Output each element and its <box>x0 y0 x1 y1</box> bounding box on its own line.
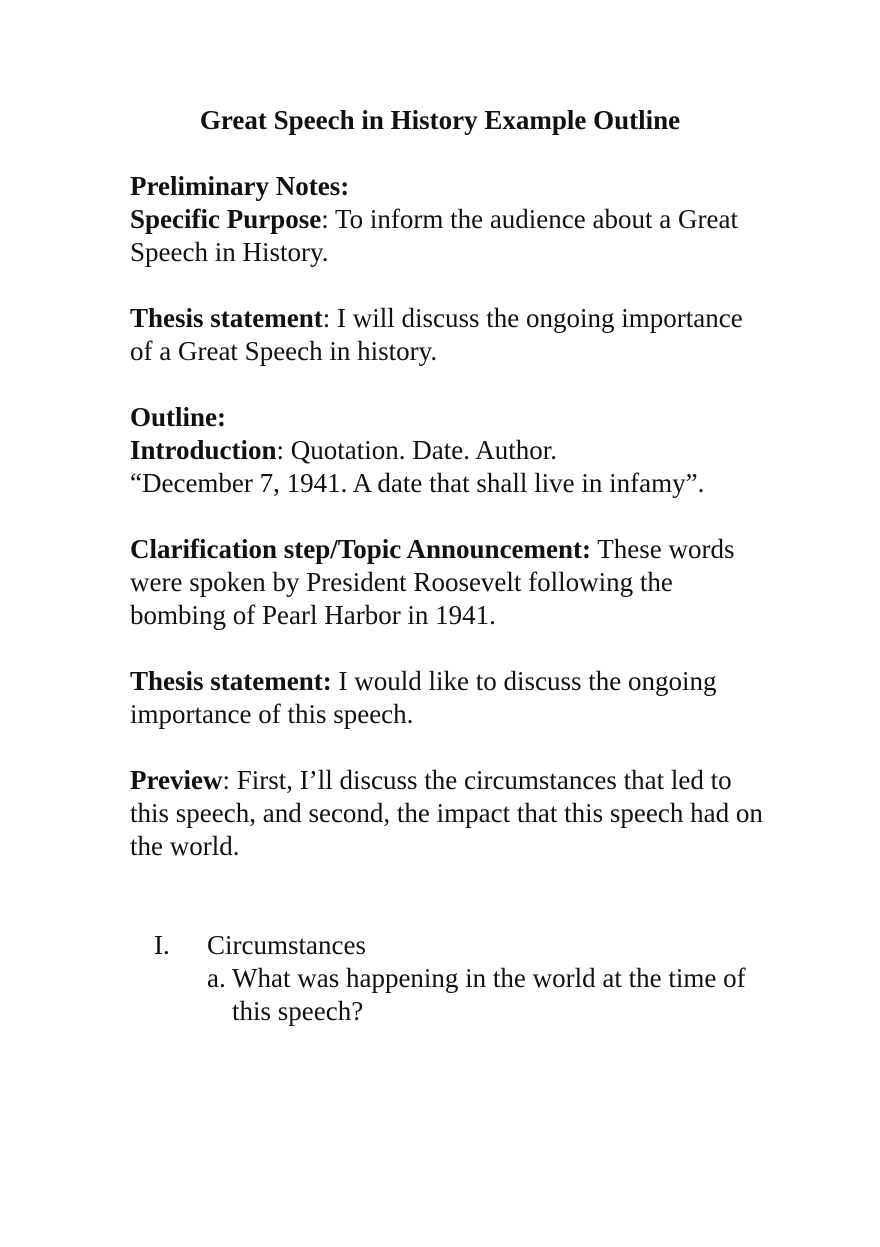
sub-item-letter: a. <box>207 963 226 993</box>
section-numeral: I. <box>154 930 170 960</box>
outline-section <box>130 929 770 962</box>
preview-text: : First, I’ll discuss the circumstances that led to this speech, and second, the impact that this speech had on the world. <box>130 765 763 861</box>
outline-heading: Outline: <box>130 402 227 432</box>
clarification-label: Clarification step/Topic Announcement: <box>130 534 592 564</box>
clarification-paragraph <box>130 533 770 632</box>
section-title: Circumstances <box>207 930 366 960</box>
document-title: Great Speech in History Example Outline <box>199 105 681 135</box>
specific-purpose-label: Specific Purpose <box>130 204 322 234</box>
clarification-text: These words were spoken by President Roosevelt following the bombing of Pearl Harbor in 1941. <box>130 534 735 630</box>
outline-thesis-text: I would like to discuss the ongoing importance of this speech. <box>130 666 717 729</box>
quotation-line: “December 7, 1941. A date that shall live in infamy”. <box>130 468 705 498</box>
preliminary-thesis-label: Thesis statement <box>130 303 323 333</box>
preliminary-thesis-text: : I will discuss the ongoing importance of a Great Speech in history. <box>130 303 743 366</box>
outline-list <box>130 929 770 1028</box>
preview-label: Preview <box>130 765 223 795</box>
outline-sub-item <box>130 962 770 1028</box>
sub-item-text: What was happening in the world at the time of this speech? <box>232 963 746 1026</box>
specific-purpose-text: : To inform the audience about a Great Speech in History. <box>130 204 738 267</box>
document-body <box>130 170 770 1028</box>
outline-thesis-paragraph <box>130 665 770 731</box>
introduction-text: : Quotation. Date. Author. <box>276 435 558 465</box>
preliminary-heading: Preliminary Notes: <box>130 171 350 201</box>
outline-thesis-label: Thesis statement: <box>130 666 332 696</box>
specific-purpose-paragraph <box>130 203 770 269</box>
preliminary-thesis-paragraph <box>130 302 770 368</box>
introduction-label: Introduction <box>130 435 277 465</box>
introduction-paragraph <box>130 434 770 467</box>
preview-paragraph <box>130 764 770 863</box>
